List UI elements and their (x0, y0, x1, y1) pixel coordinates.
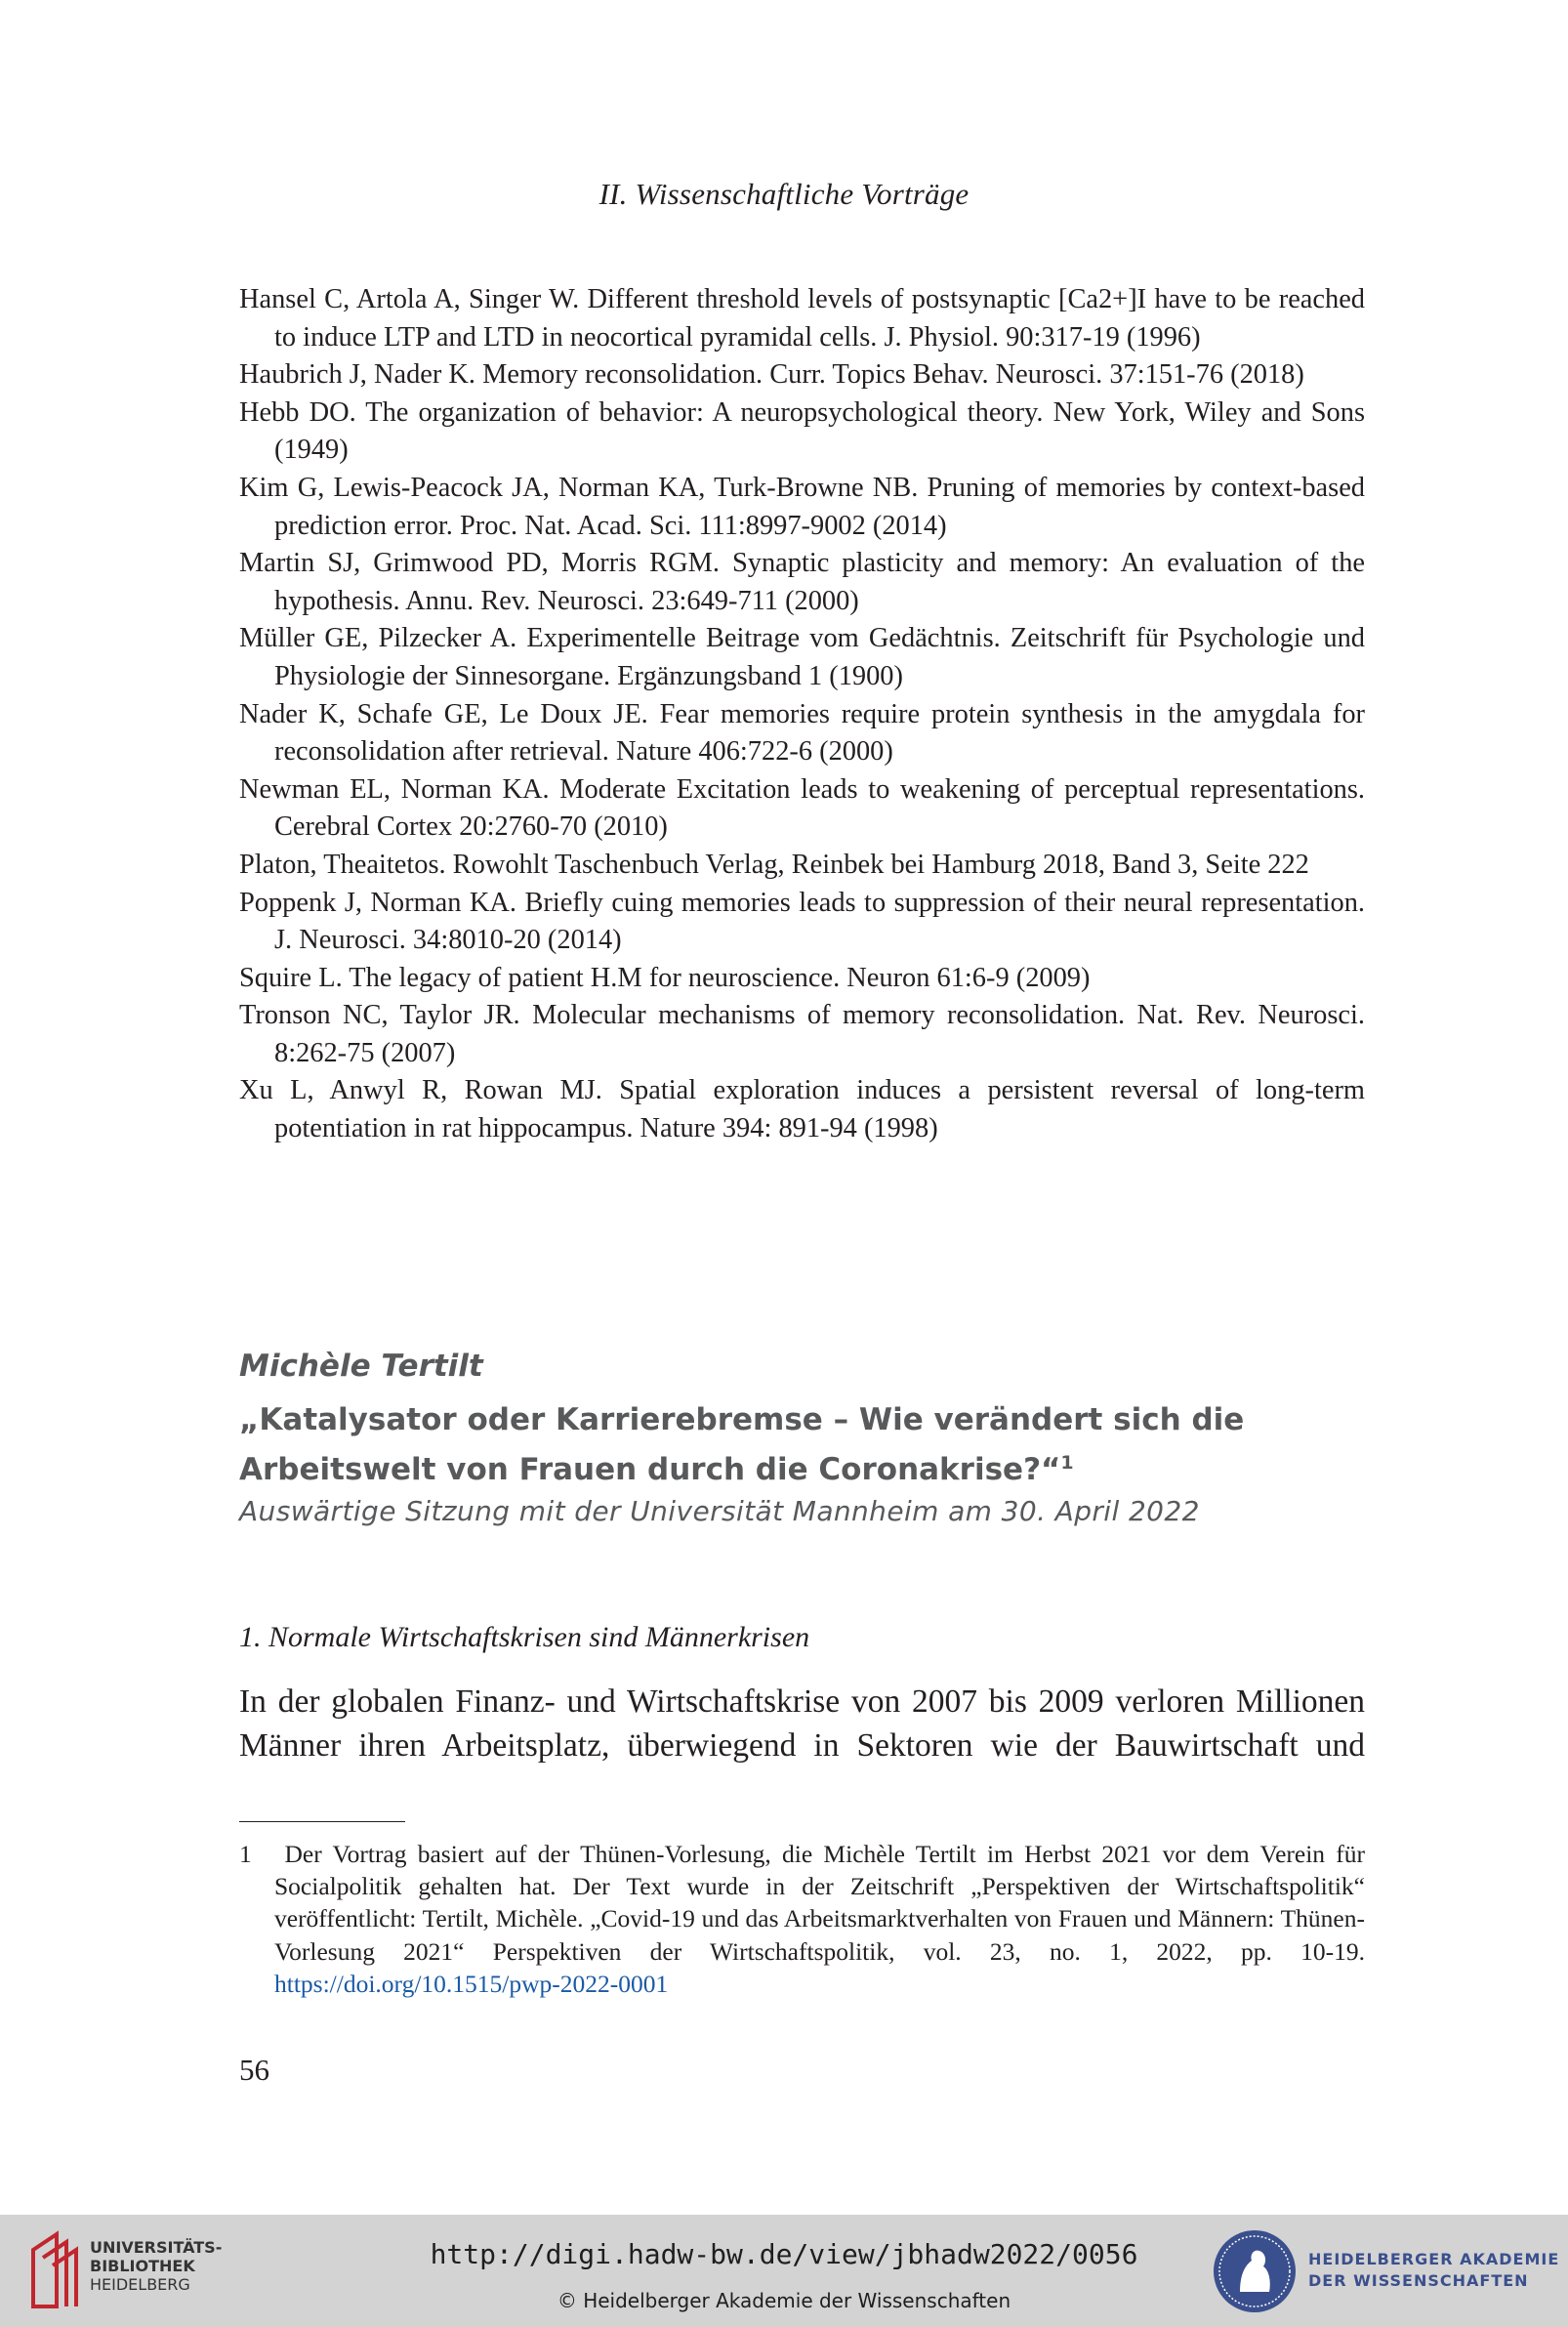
section-heading: 1. Normale Wirtschaftskrisen sind Männerkrisen (239, 1621, 810, 1653)
footnote-text: Der Vortrag basiert auf der Thünen-Vorlesung, die Michèle Tertilt im Herbst 2021 vor dem Verein für Socialpolitik gehalten hat. Der Text wurde in der Zeitschrift „Perspektiven der Wirtschaftspolitik“ veröffentlicht: Tertilt, Michèle. „Covid-19 und das Arbeitsmarktverhalten von Frauen und Männern: Thünen-Vorlesung 2021“ Perspektiven der Wirtschaftspolitik, vol. 23, no. 1, 2022, pp. 10-19. (274, 1840, 1366, 1966)
reference-entry: Newman EL, Norman KA. Moderate Excitation leads to weakening of perceptual representations. Cerebral Cortex 20:2760-70 (2010) (239, 773, 1365, 843)
reference-entry: Kim G, Lewis-Peacock JA, Norman KA, Turk-Browne NB. Pruning of memories by context-based prediction error. Proc. Nat. Acad. Sci. 111:8997-9002 (2014) (239, 472, 1365, 541)
academy-line-1: HEIDELBERGER AKADEMIE (1308, 2250, 1560, 2268)
page-number: 56 (239, 2053, 269, 2087)
ub-line-2: BIBLIOTHEK (90, 2257, 195, 2275)
footer-copyright: © Heidelberger Akademie der Wissenschaften (557, 2289, 1011, 2312)
academy-name (1308, 2249, 1559, 2292)
footer-url-link[interactable]: http://digi.hadw-bw.de/view/jbhadw2022/0056 (430, 2238, 1138, 2270)
talk-author: Michèle Tertilt (239, 1349, 483, 1384)
footnote-divider (239, 1821, 405, 1822)
reference-entry: Nader K, Schafe GE, Le Doux JE. Fear memories require protein synthesis in the amygdala for reconsolidation after retrieval. Nature 406:722-6 (2000) (239, 698, 1365, 768)
reference-entry: Squire L. The legacy of patient H.M for neuroscience. Neuron 61:6-9 (2009) (239, 962, 1091, 993)
reference-entry: Müller GE, Pilzecker A. Experimentelle Beitrage vom Gedächtnis. Zeitschrift für Psychologie und Physiologie der Sinnesorgane. Ergänzungsband 1 (1900) (239, 623, 1365, 691)
academy-line-2: DER WISSENSCHAFTEN (1308, 2271, 1529, 2290)
reference-entry: Hebb DO. The organization of behavior: A neuropsychological theory. New York, Wiley and Sons (1949) (239, 396, 1365, 466)
footer-bar (0, 2215, 1568, 2327)
footnote-marker[interactable]: 1 (1060, 1452, 1074, 1474)
talk-title (239, 1398, 1365, 1491)
body-paragraph: In der globalen Finanz- und Wirtschaftskrise von 2007 bis 2009 verloren Millionen Männer ihren Arbeitsplatz, überwiegend in Sektoren wie der Bauwirtschaft und (239, 1683, 1365, 1764)
reference-entry: Poppenk J, Norman KA. Briefly cuing memories leads to suppression of their neural representation. J. Neurosci. 34:8010-20 (2014) (239, 887, 1365, 956)
footnote-number: 1 (239, 1840, 252, 1868)
reference-entry: Tronson NC, Taylor JR. Molecular mechanisms of memory reconsolidation. Nat. Rev. Neurosci. 8:262-75 (2007) (239, 1000, 1365, 1068)
running-head: II. Wissenschaftliche Vorträge (598, 177, 970, 211)
ub-line-1: UNIVERSITÄTS- (90, 2238, 223, 2257)
reference-entry: Haubrich J, Nader K. Memory reconsolidation. Curr. Topics Behav. Neurosci. 37:151-76 (2018) (239, 359, 1304, 391)
reference-entry: Platon, Theaitetos. Rowohlt Taschenbuch Verlag, Reinbek bei Hamburg 2018, Band 3, Seite 222 (239, 849, 1309, 880)
ub-line-3: HEIDELBERG (90, 2275, 190, 2294)
academy-seal-icon[interactable] (1211, 2227, 1299, 2315)
reference-list (239, 281, 1365, 1148)
footnote (239, 1838, 1365, 2000)
footnote-doi-link[interactable]: https://doi.org/10.1515/pwp-2022-0001 (274, 1969, 669, 1998)
reference-entry: Martin SJ, Grimwood PD, Morris RGM. Synaptic plasticity and memory: An evaluation of the hypothesis. Annu. Rev. Neurosci. 23:649-711 (2000) (239, 548, 1365, 616)
talk-title-text: „Katalysator oder Karrierebremse – Wie verändert sich die Arbeitswelt von Frauen durch die Coronakrise?“ (239, 1402, 1245, 1487)
reference-entry: Hansel C, Artola A, Singer W. Different threshold levels of postsynaptic [Ca2+]I have to be reached to induce LTP and LTD in neocortical pyramidal cells. J. Physiol. 90:317-19 (1996) (239, 284, 1365, 353)
reference-entry: Xu L, Anwyl R, Rowan MJ. Spatial exploration induces a persistent reversal of long-term potentiation in rat hippocampus. Nature 394: 891-94 (1998) (239, 1075, 1365, 1144)
talk-session: Auswärtige Sitzung mit der Universität Mannheim am 30. April 2022 (239, 1495, 1200, 1527)
